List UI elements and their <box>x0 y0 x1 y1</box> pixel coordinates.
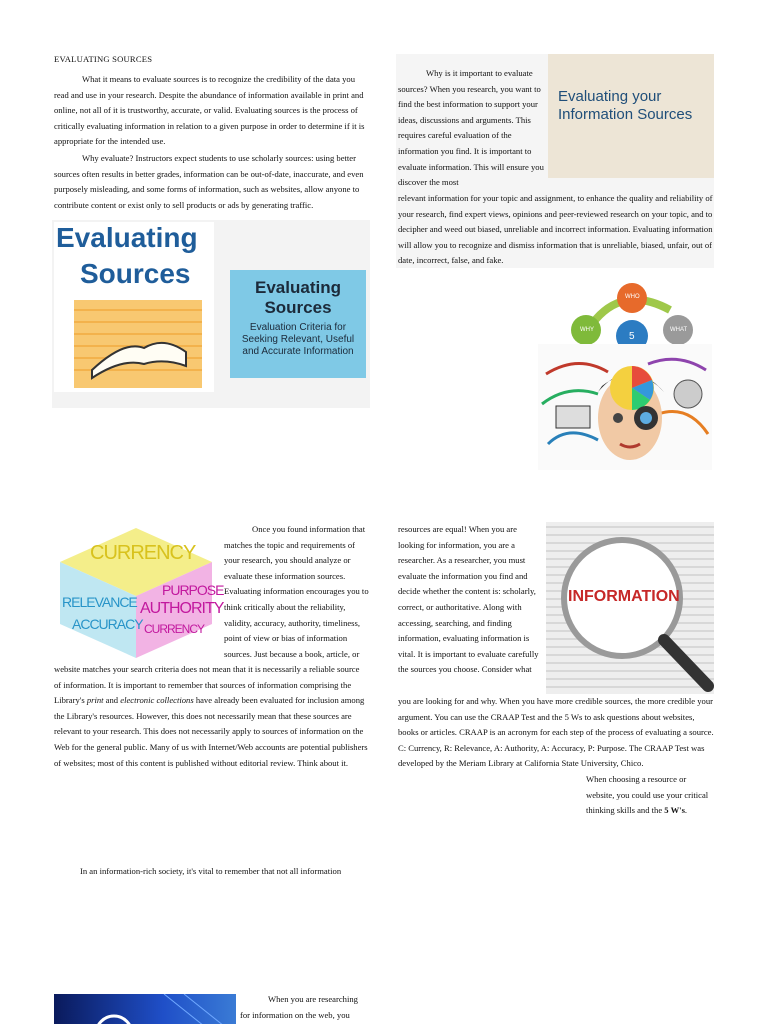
why-label: WHY <box>580 327 594 333</box>
evaluating-sources-line1: Evaluating <box>56 222 198 253</box>
web-research-image <box>54 994 236 1024</box>
search-criteria-text-b: have already been evaluated for inclusion among the Library's resources. However, this does not necessarily mean that these sources are relevant to your research. This does not necessarily apply to sources of information on the Web for the general public. Many of us with Internet/Web accounts are potential publishers of websites; most of this content is published without editorial review. Think about it. <box>54 695 368 768</box>
electronic-collections-word: electronic collections <box>120 695 194 706</box>
open-book-icon <box>74 300 202 388</box>
craap-paragraph: you are looking for and why. When you have more credible sources, the more credible your argument. You can use the CRAAP Test and the 5 Ws to ask questions about websites, books or articles. CRAAP is an acronym for each step of the process of evaluating a source. C: Currency, R: Relevance, A: Authority, A: Accuracy, P: Purpose. The CRAAP Test was developed by the Meriam Library at California State University, Chico. <box>398 696 714 769</box>
evaluating-sources-line2: Sources <box>80 258 191 289</box>
currency-word-2: CURRENCY <box>144 622 205 636</box>
page-3 <box>52 520 370 788</box>
currency-word: CURRENCY <box>90 542 196 564</box>
evaluating-sources-image <box>54 222 214 392</box>
magnifier-icon <box>546 522 714 694</box>
information-word: INFORMATION <box>568 588 680 605</box>
closing-end: . <box>684 805 688 816</box>
five-label: 5 <box>629 331 635 342</box>
evaluation-criteria-image <box>230 270 366 378</box>
who-label: WHO <box>625 294 640 300</box>
analyze-sources-paragraph: Once you found information that matches the topic and requirements of your research, you should analyze or evaluate these information sources. Evaluating information encourages you to think critically about the reliability, validity, accuracy, authority, timeliness, point of view or bias of information sources. Just because a book, article, or <box>224 524 369 659</box>
page-4 <box>396 520 716 816</box>
magnifier-web-icon <box>54 994 236 1024</box>
information-rich-paragraph: In an information-rich society, it's vital to remember that not all information <box>80 866 342 876</box>
researcher-paragraph: resources are equal! When you are looking for information, you are a researcher. As a researcher, you must evaluate the information you find and decide whether the content is: scholarly, correct, or authoritative. Along with accessing, searching, and finding information, evaluating information is vital. It is important to evaluate carefully the sources you choose. Consider what <box>398 524 539 675</box>
relevance-word: RELEVANCE <box>62 594 137 610</box>
info-sources-line1: Evaluating your <box>558 88 662 105</box>
web-research-paragraph: When you are researching for information on the web, you <box>240 994 358 1020</box>
and-word: and <box>103 695 121 706</box>
why-important-paragraph: Why is it important to evaluate sources? When you research, you want to find the best information to support your ideas, discussions and arguments. This requires careful evaluation of the information you find. It is important to evaluate information. This will ensure you discover the most <box>398 68 544 188</box>
search-criteria-text-a: website matches your search criteria does not mean that it is necessarily a reliable source of information. It is important to remember that sources of information comprising the Library's <box>54 664 360 706</box>
criteria-sub-2: Seeking Relevant, Useful <box>241 334 355 345</box>
information-magnifier-image <box>546 522 714 694</box>
page-2 <box>396 54 714 470</box>
why-evaluate-paragraph: Why evaluate? Instructors expect students to use scholarly sources: using better sources often results in better grades, information can be out-of-date, inaccurate, and even purposely misleading, and some forms of information, such as websites, allow anyone to contribute content or exist only to sell products or ads by generating traffic. <box>54 153 364 210</box>
evaluating-info-sources-image <box>548 54 714 178</box>
print-word: print <box>86 695 104 706</box>
accuracy-word: ACCURACY <box>72 616 143 632</box>
criteria-sub-3: and Accurate Information <box>242 346 354 357</box>
page-6 <box>52 990 370 1024</box>
relevant-info-paragraph: relevant information for your topic and assignment, to enhance the quality and reliability of your research, find expert views, opinions and peer-reviewed research on your topic, and to decipher and weed out biased, unreliable and incorrect information. Evaluating information will allow you to recognize and dismiss information that is unreliable, biased, unfair, out of date, incorrect, false, and fake. <box>398 193 713 266</box>
what-label: WHAT <box>670 327 688 333</box>
criteria-sub-1: Evaluation Criteria for <box>249 322 347 333</box>
search-criteria-paragraph <box>54 662 368 771</box>
critical-thinking-illustration <box>538 344 712 470</box>
intro-paragraph: What it means to evaluate sources is to recognize the credibility of the data you read and use in your research. Despite the abundance of information available in print and online, not all of it is trustworthy, accurate, or valid. Evaluating sources is the process of critically evaluating information in relation to a given purpose in order to determine if it is appropriate for the intended use. <box>54 74 365 147</box>
info-sources-line2: Information Sources <box>558 106 693 123</box>
criteria-title-2: Sources <box>264 298 332 317</box>
criteria-title-1: Evaluating <box>255 278 341 297</box>
five-ws-bold: 5 W's <box>664 805 685 816</box>
closing-paragraph <box>586 772 714 819</box>
authority-word: AUTHORITY <box>140 600 224 617</box>
page-1 <box>52 50 370 408</box>
face-collage-icon <box>538 344 712 470</box>
closing-text: When choosing a resource or website, you could use your critical thinking skills and the <box>586 774 709 816</box>
purpose-word: PURPOSE <box>162 582 224 598</box>
section-heading: EVALUATING SOURCES <box>54 54 153 64</box>
